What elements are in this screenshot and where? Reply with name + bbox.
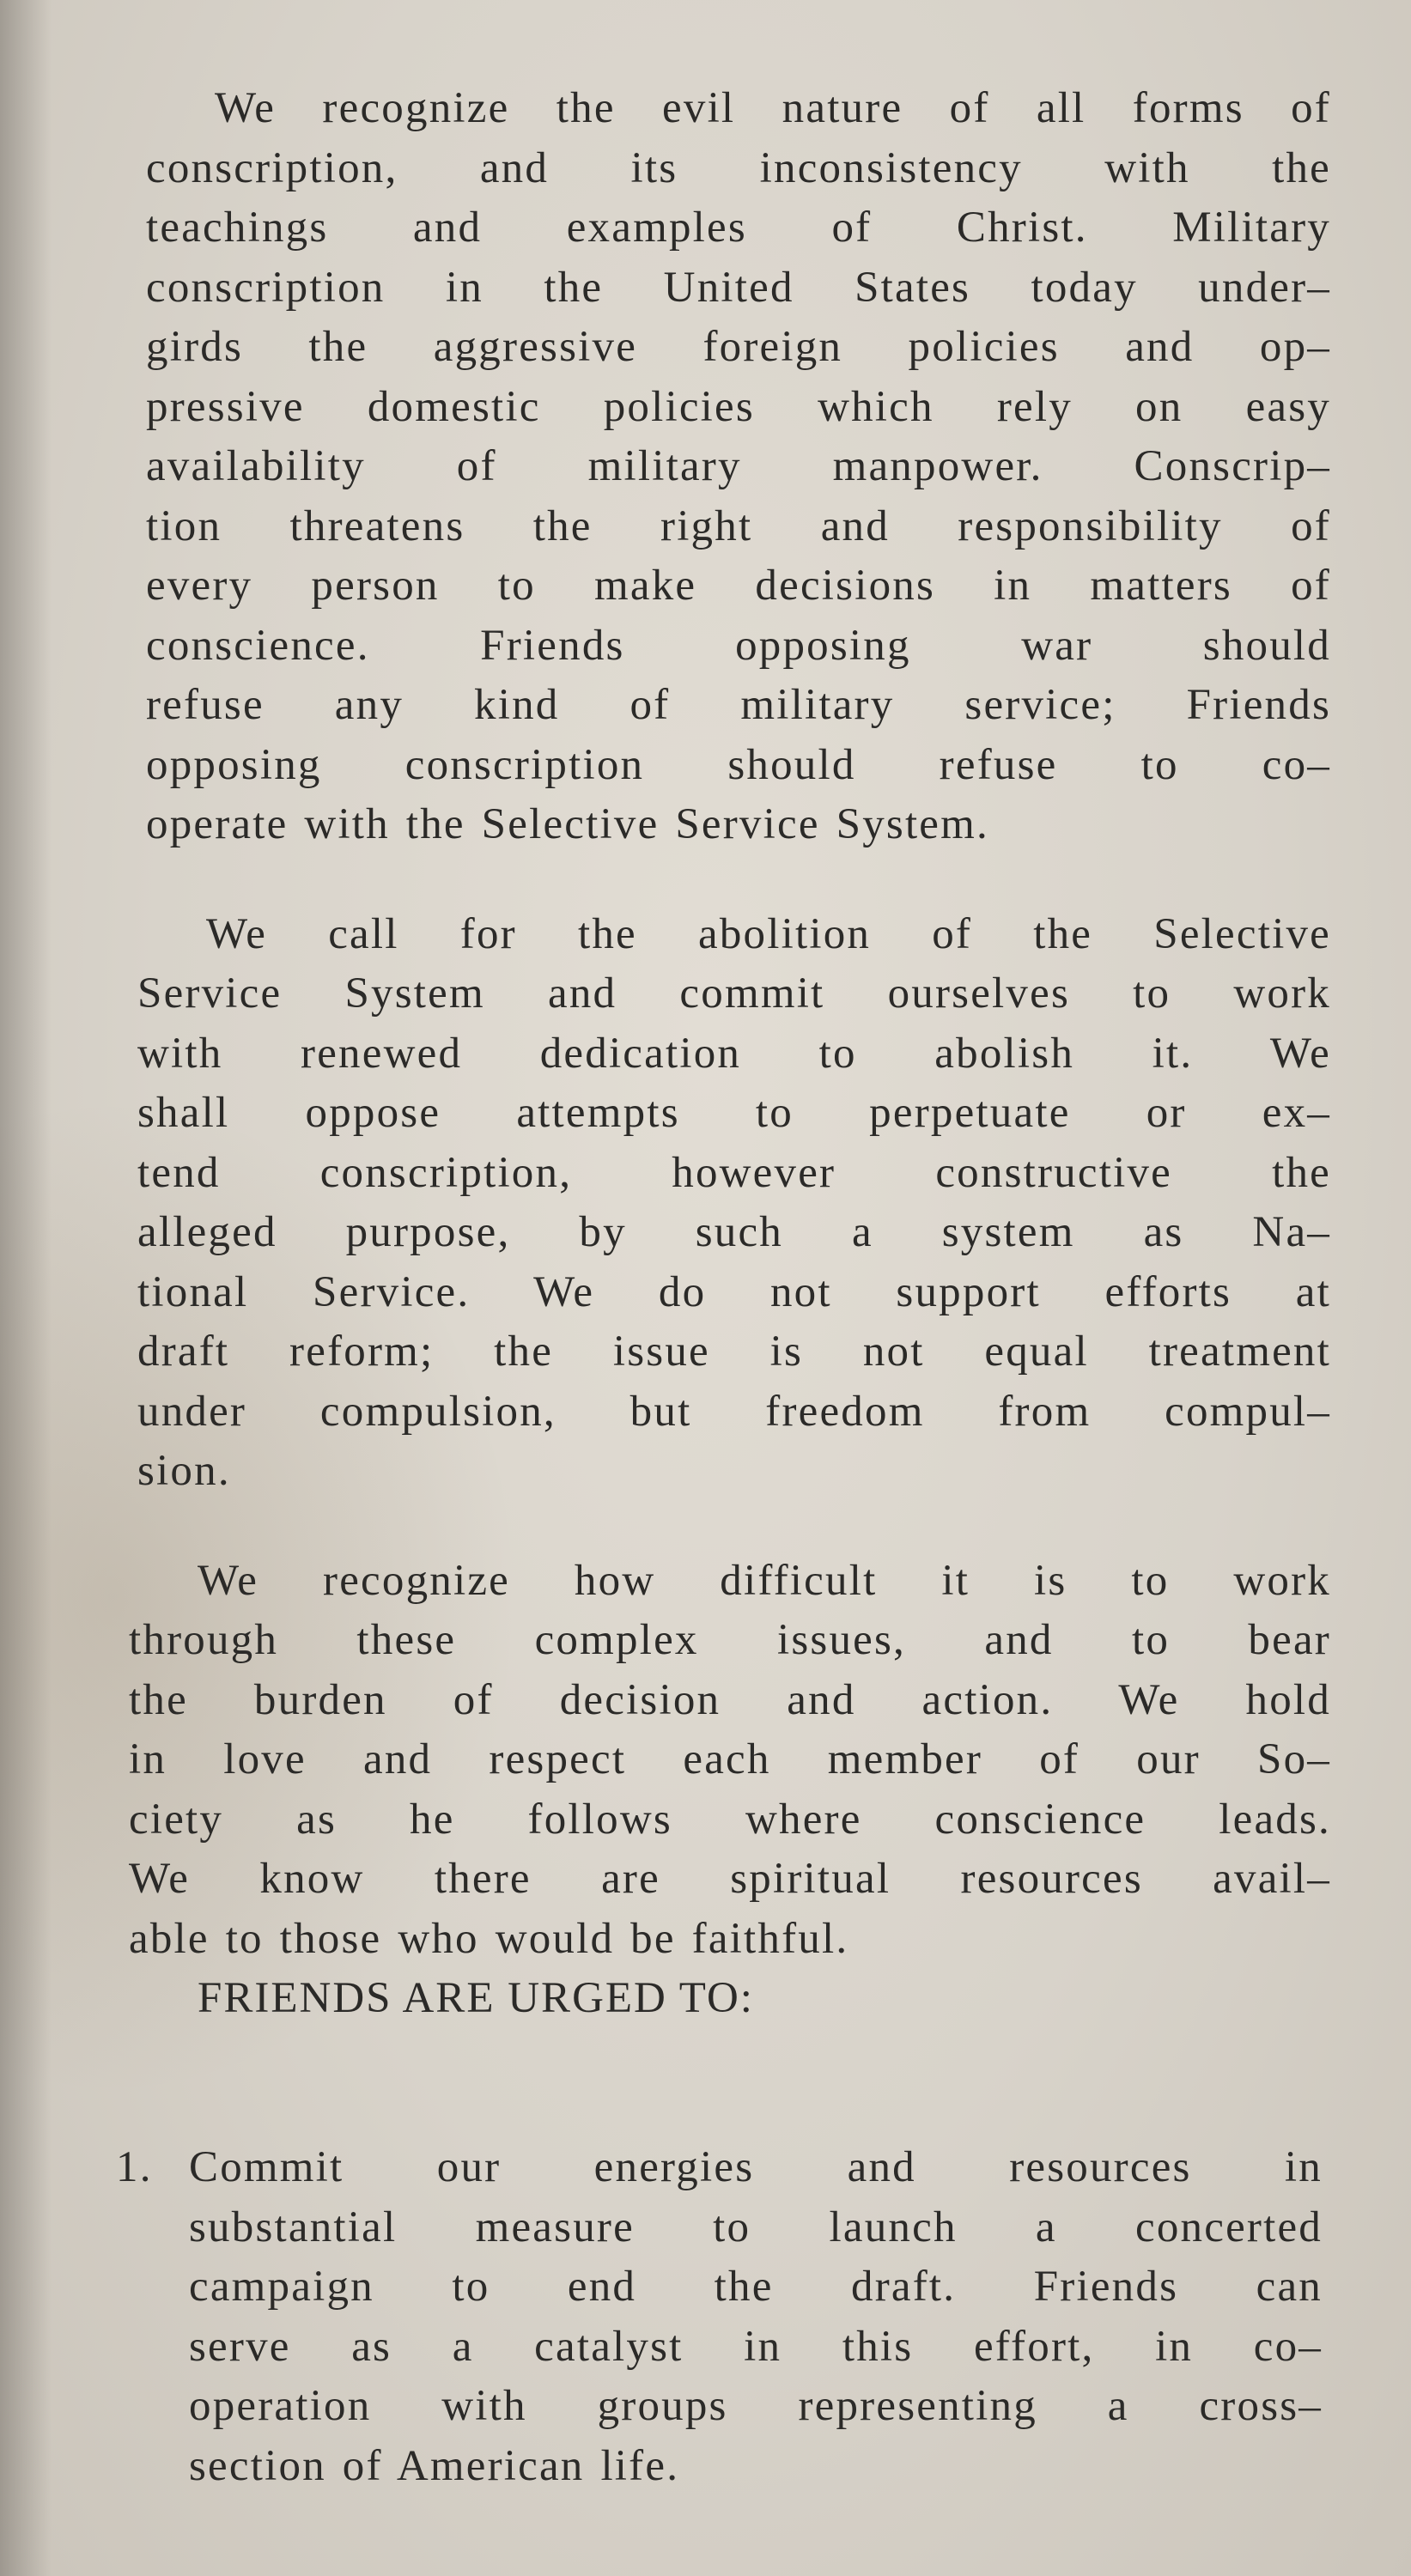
- text-line: operation with groups representing a cross–: [189, 2382, 1323, 2430]
- paragraph-conscription: [146, 79, 1331, 855]
- text-line: opposing conscription should refuse to co–: [146, 740, 1331, 789]
- text-line: able to those who would be faithful.: [129, 1914, 849, 1963]
- text-line: shall oppose attempts to perpetuate or ex–: [137, 1089, 1331, 1137]
- text-line: substantial measure to launch a concerted: [189, 2202, 1323, 2251]
- text-line: tend conscription, however constructive the: [137, 1148, 1331, 1197]
- list-number: 1.: [116, 2143, 153, 2191]
- text-line: every person to make decisions in matters of: [146, 562, 1331, 610]
- text-line: refuse any kind of military service; Friends: [146, 681, 1331, 729]
- text-line: through these complex issues, and to bear: [129, 1616, 1331, 1664]
- text-line: We call for the abolition of the Selective: [206, 909, 1331, 958]
- text-line: teachings and examples of Christ. Military: [146, 204, 1331, 252]
- text-line: conscription in the United States today under–: [146, 263, 1331, 312]
- text-line: serve as a catalyst in this effort, in co–: [189, 2322, 1323, 2371]
- text-line: We know there are spiritual resources avail–: [129, 1855, 1331, 1903]
- text-line: under compulsion, but freedom from compul–: [137, 1387, 1331, 1436]
- text-line: with renewed dedication to abolish it. We: [137, 1029, 1331, 1078]
- text-line: the burden of decision and action. We hold: [129, 1675, 1331, 1724]
- list-item: [116, 2138, 1335, 2496]
- text-line: conscience. Friends opposing war should: [146, 621, 1331, 670]
- text-line: We recognize the evil nature of all forms of: [215, 84, 1331, 132]
- urged-list: [116, 2138, 1335, 2496]
- body-text: [129, 79, 1331, 2019]
- text-line: girds the aggressive foreign policies and op–: [146, 323, 1331, 371]
- text-line: operate with the Selective Service System.: [146, 800, 989, 848]
- text-line: draft reform; the issue is not equal treatment: [137, 1327, 1331, 1376]
- text-line: tional Service. We do not support efforts at: [137, 1267, 1331, 1316]
- text-line: Service System and commit ourselves to work: [137, 969, 1331, 1018]
- text-line: We recognize how difficult it is to work: [198, 1556, 1331, 1605]
- text-line: sion.: [137, 1447, 231, 1495]
- page-edge-shadow: [0, 0, 52, 2576]
- text-line: in love and respect each member of our So–: [129, 1735, 1331, 1783]
- text-line: campaign to end the draft. Friends can: [189, 2263, 1323, 2311]
- text-line: tion threatens the right and responsibility of: [146, 501, 1331, 550]
- text-line: conscription, and its inconsistency with the: [146, 143, 1331, 192]
- text-line: ciety as he follows where conscience leads.: [129, 1795, 1331, 1844]
- text-line: section of American life.: [189, 2441, 680, 2490]
- list-item-text: [189, 2138, 1323, 2496]
- text-line: Commit our energies and resources in: [189, 2143, 1323, 2191]
- text-line: alleged purpose, by such a system as Na–: [137, 1208, 1331, 1256]
- text-line: pressive domestic policies which rely on easy: [146, 382, 1331, 431]
- paragraph-recognition: [129, 1552, 1331, 1970]
- paragraph-abolition: [137, 905, 1331, 1502]
- text-line: availability of military manpower. Conscrip–: [146, 442, 1331, 490]
- section-heading: FRIENDS ARE URGED TO:: [198, 1974, 754, 2022]
